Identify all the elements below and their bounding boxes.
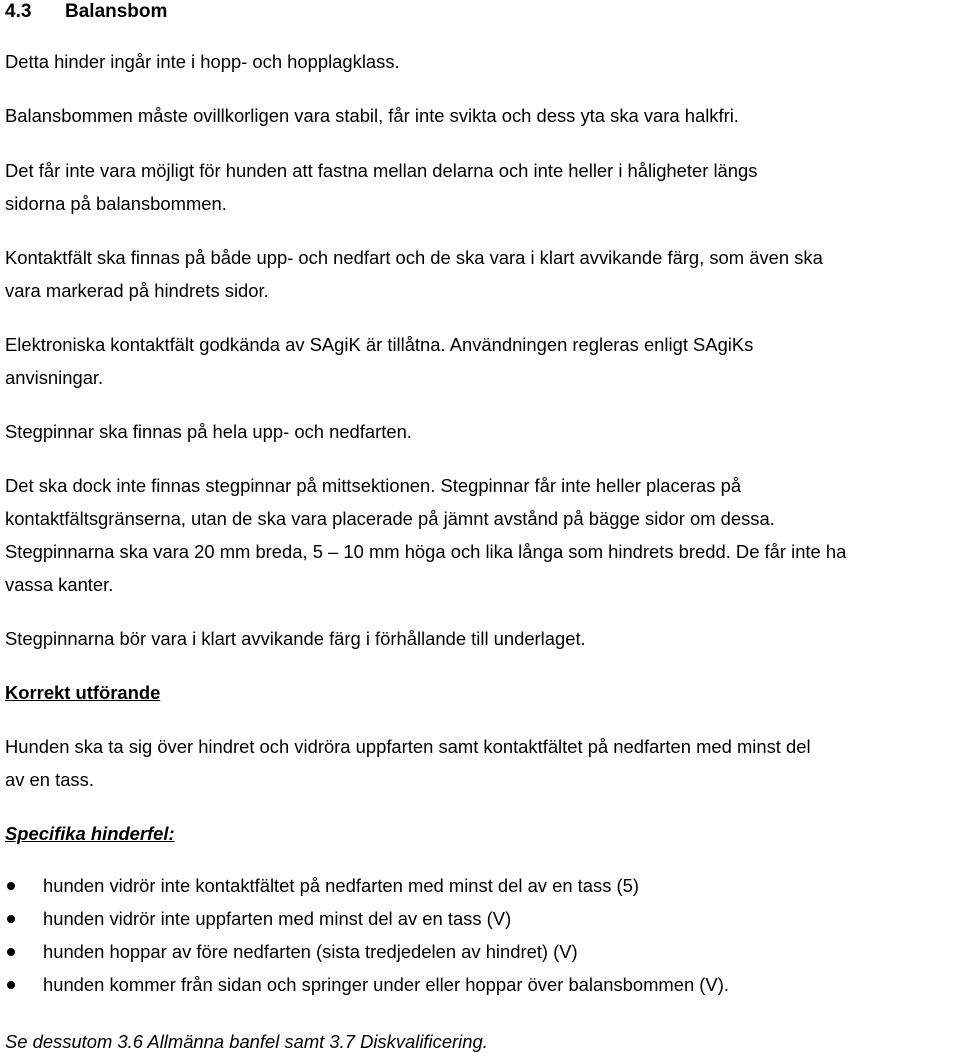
paragraph-line: Stegpinnarna ska vara 20 mm breda, 5 – 10 mm höga och lika långa som hindrets bredd. De får inte ha bbox=[5, 541, 847, 562]
section-number: 4.3 bbox=[5, 1, 32, 22]
paragraph-line: anvisningar. bbox=[5, 367, 104, 388]
paragraph-line: vassa kanter. bbox=[5, 574, 114, 595]
paragraph: Balansbommen måste ovillkorligen vara stabil, får inte svikta och dess yta ska vara halkfri. bbox=[5, 105, 739, 126]
list-item: hunden hoppar av före nedfarten (sista tredjedelen av hindret) (V) bbox=[5, 938, 729, 971]
bullet-icon bbox=[7, 981, 15, 989]
paragraph: Stegpinnar ska finnas på hela upp- och nedfarten. bbox=[5, 421, 412, 442]
list-item: hunden vidrör inte kontaktfältet på nedfarten med minst del av en tass (5) bbox=[5, 872, 729, 905]
paragraph-line: av en tass. bbox=[5, 769, 94, 790]
paragraph-line: Det ska dock inte finnas stegpinnar på mittsektionen. Stegpinnar får inte heller placeras på bbox=[5, 475, 742, 496]
paragraph-line: Det får inte vara möjligt för hunden att fastna mellan delarna och inte heller i håligheter längs bbox=[5, 160, 758, 181]
paragraph-line: Kontaktfält ska finnas på både upp- och nedfart och de ska vara i klart avvikande färg, som även ska bbox=[5, 247, 823, 268]
section-title: Balansbom bbox=[65, 1, 168, 22]
paragraph: Stegpinnarna bör vara i klart avvikande färg i förhållande till underlaget. bbox=[5, 628, 586, 649]
footer-note: Se dessutom 3.6 Allmänna banfel samt 3.7 Diskvalificering. bbox=[5, 1031, 488, 1052]
section-heading bbox=[5, 0, 167, 24]
specific-faults-heading: Specifika hinderfel: bbox=[5, 823, 175, 844]
paragraph-line: Hunden ska ta sig över hindret och vidröra uppfarten samt kontaktfältet på nedfarten med minst del bbox=[5, 736, 811, 757]
bullet-icon bbox=[7, 915, 15, 923]
paragraph-line: kontaktfältsgränserna, utan de ska vara placerade på jämnt avstånd på bägge sidor om dessa. bbox=[5, 508, 775, 529]
bullet-icon bbox=[7, 948, 15, 956]
bullet-icon bbox=[7, 882, 15, 890]
faults-list bbox=[5, 872, 729, 1004]
list-item: hunden vidrör inte uppfarten med minst del av en tass (V) bbox=[5, 905, 729, 938]
paragraph: Detta hinder ingår inte i hopp- och hopplagklass. bbox=[5, 51, 400, 72]
paragraph-line: Elektroniska kontaktfält godkända av SAgiK är tillåtna. Användningen regleras enligt SAgiKs bbox=[5, 334, 754, 355]
paragraph-line: vara markerad på hindrets sidor. bbox=[5, 280, 269, 301]
list-item: hunden kommer från sidan och springer under eller hoppar över balansbommen (V). bbox=[5, 971, 729, 1004]
correct-performance-heading: Korrekt utförande bbox=[5, 682, 161, 703]
paragraph-line: sidorna på balansbommen. bbox=[5, 193, 227, 214]
